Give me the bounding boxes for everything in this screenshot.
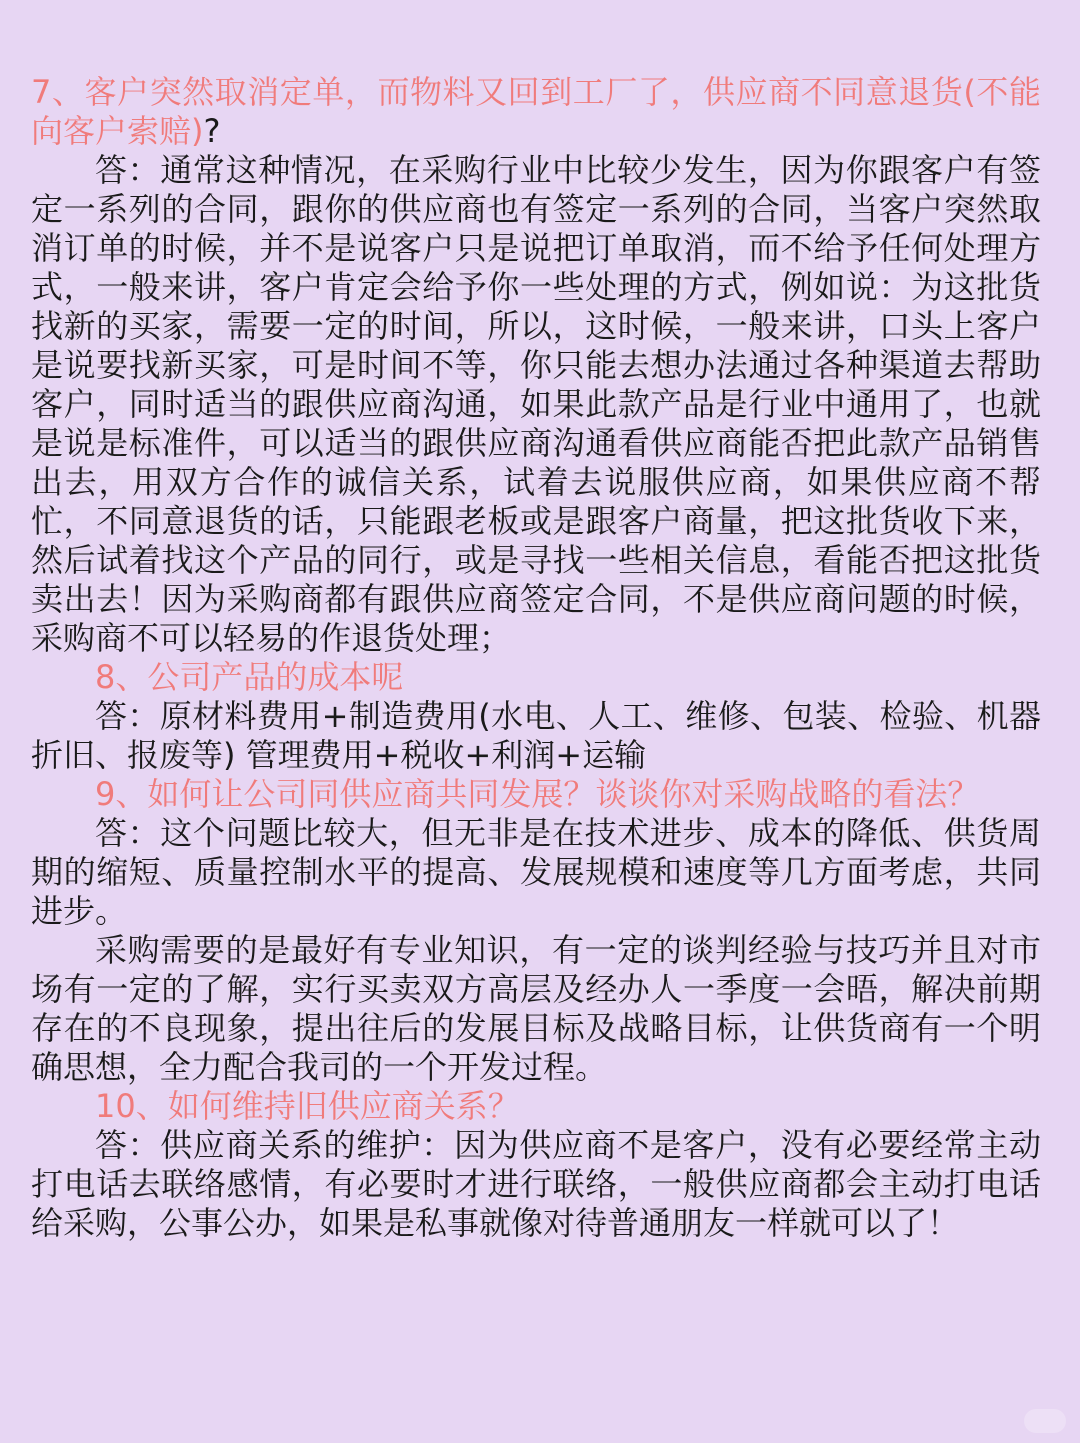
question-7-text: 7、客户突然取消定单，而物料又回到工厂了，供应商不同意退货(不能向客户索赔) [31, 73, 1041, 150]
question-10: 10、如何维持旧供应商关系？ [95, 1087, 520, 1125]
answer-10: 答：供应商关系的维护：因为供应商不是客户，没有必要经常主动打电话去联络感情，有必要时才进行联络，一般供应商都会主动打电话给采购，公事公办，如果是私事就像对待普通朋友一样就可以了！ [31, 1126, 1041, 1242]
answer-7: 答：通常这种情况，在采购行业中比较少发生，因为你跟客户有签定一系列的合同，跟你的供应商也有签定一系列的合同，当客户突然取消订单的时候，并不是说客户只是说把订单取消，而不给予任何处理方式，一般来讲，客户肯定会给予你一些处理的方式，例如说：为这批货找新的买家，需要一定的时间，所以，这时候，一般来讲，口头上客户是说要找新买家，可是时间不等，你只能去想办法通过各种渠道去帮助客户，同时适当的跟供应商沟通，如果此款产品是行业中通用了，也就是说是标准件，可以适当的跟供应商沟通看供应商能否把此款产品销售出去，用双方合作的诚信关系，试着去说服供应商，如果供应商不帮忙，不同意退货的话，只能跟老板或是跟客户商量，把这批货收下来，然后试着找这个产品的同行，或是寻找一些相关信息，看能否把这批货卖出去！因为采购商都有跟供应商签定合同，不是供应商问题的时候，采购商不可以轻易的作退货处理； [31, 151, 1041, 657]
answer-9-paragraph-2: 采购需要的是最好有专业知识，有一定的谈判经验与技巧并且对市场有一定的了解，实行买卖双方高层及经办人一季度一会晤，解决前期存在的不良现象，提出往后的发展目标及战略目标，让供货商有一个明确思想，全力配合我司的一个开发过程。 [31, 931, 1041, 1086]
document-page [31, 73, 1041, 1243]
answer-8: 答：原材料费用+制造费用(水电、人工、维修、包装、检验、机器折旧、报废等) 管理费用+税收+利润+运输 [31, 697, 1041, 774]
question-7 [31, 73, 1041, 151]
question-8: 8、公司产品的成本呢 [95, 658, 404, 696]
answer-9: 答：这个问题比较大，但无非是在技术进步、成本的降低、供货周期的缩短、质量控制水平的提高、发展规模和速度等几方面考虑，共同进步。 [31, 814, 1041, 930]
question-7-mark: ? [203, 112, 221, 150]
question-9: 9、如何让公司同供应商共同发展？谈谈你对采购战略的看法？ [95, 775, 980, 813]
watermark-badge [1024, 1409, 1066, 1433]
